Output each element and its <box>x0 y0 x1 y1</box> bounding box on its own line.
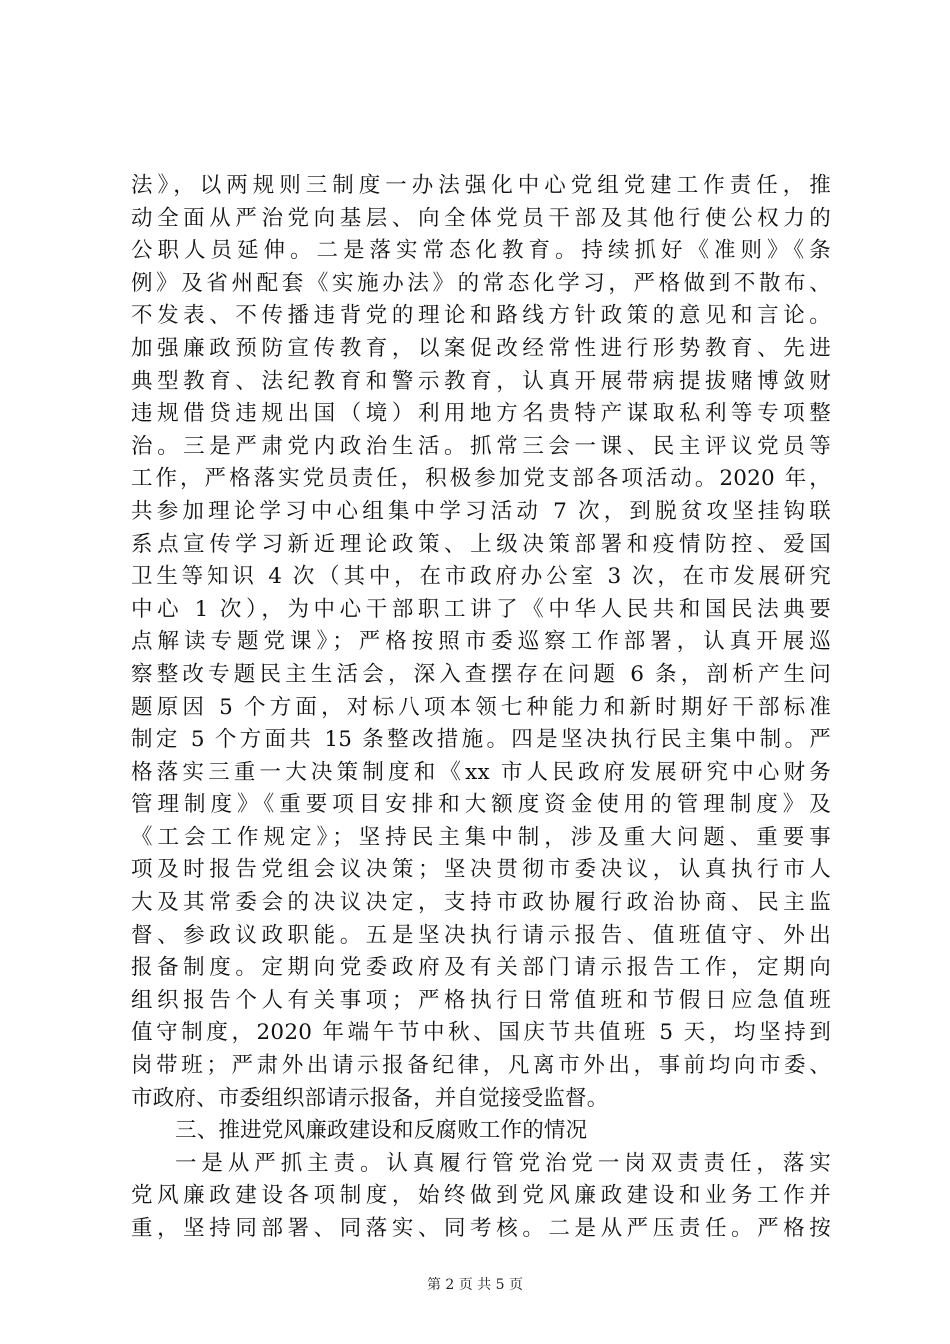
text-line: 公职人员延伸。二是落实常态化教育。持续抓好《准则》《条 <box>131 238 831 264</box>
text-line: 不发表、不传播违背党的理论和路线方针政策的意见和言论。 <box>131 303 831 329</box>
section-heading: 三、推进党风廉政建设和反腐败工作的情况 <box>175 1118 588 1144</box>
text-line: 管理制度》《重要项目安排和大额度资金使用的管理制度》及 <box>131 792 831 818</box>
text-line: 察整改专题民主生活会，深入查摆存在问题 6 条，剖析产生问 <box>131 661 831 687</box>
text-line: 重，坚持同部署、同落实、同考核。二是从严压责任。严格按 <box>131 1216 831 1241</box>
text-line: 制定 5 个方面共 15 条整改措施。四是坚决执行民主集中制。严 <box>131 727 831 753</box>
text-line: 题原因 5 个方面，对标八项本领七种能力和新时期好干部标准 <box>131 694 831 720</box>
text-line: 督、参政议政职能。五是坚决执行请示报告、值班值守、外出 <box>131 922 831 948</box>
text-line: 法》，以两规则三制度一办法强化中心党组党建工作责任，推 <box>131 173 831 198</box>
text-line: 项及时报告党组会议决策；坚决贯彻市委决议，认真执行市人 <box>131 857 831 883</box>
text-line: 典型教育、法纪教育和警示教育，认真开展带病提拔赌博敛财 <box>131 368 831 394</box>
text-line: 值守制度，2020 年端午节中秋、国庆节共值班 5 天，均坚持到 <box>131 1020 831 1046</box>
text-line: 违规借贷违规出国（境）利用地方名贵特产谋取私利等专项整 <box>131 401 831 427</box>
text-line: 一是从严抓主责。认真履行管党治党一岗双责责任，落实 <box>175 1150 831 1176</box>
text-line: 点解读专题党课》；严格按照市委巡察工作部署，认真开展巡 <box>131 629 831 655</box>
text-line: 治。三是严肃党内政治生活。抓常三会一课、民主评议党员等 <box>131 433 831 459</box>
text-line: 动全面从严治党向基层、向全体党员干部及其他行使公权力的 <box>131 205 831 231</box>
text-line: 岗带班；严肃外出请示报备纪律，凡离市外出，事前均向市委、 <box>131 1053 831 1079</box>
text-line: 系点宣传学习新近理论政策、上级决策部署和疫情防控、爱国 <box>131 531 831 557</box>
text-line: 党风廉政建设各项制度，始终做到党风廉政建设和业务工作并 <box>131 1183 831 1209</box>
text-line: 卫生等知识 4 次（其中，在市政府办公室 3 次，在市发展研究 <box>131 564 831 590</box>
text-line: 市政府、市委组织部请示报备，并自觉接受监督。 <box>131 1085 609 1111</box>
text-line: 中心 1 次），为中心干部职工讲了《中华人民共和国民法典要 <box>131 596 831 622</box>
text-line: 《工会工作规定》；坚持民主集中制，涉及重大问题、重要事 <box>131 824 831 850</box>
text-line: 工作，严格落实党员责任，积极参加党支部各项活动。2020 年， <box>131 466 831 492</box>
text-line: 大及其常委会的决议决定，支持市政协履行政治协商、民主监 <box>131 890 831 916</box>
text-line: 加强廉政预防宣传教育，以案促改经常性进行形势教育、先进 <box>131 335 831 361</box>
text-line: 组织报告个人有关事项；严格执行日常值班和节假日应急值班 <box>131 987 831 1013</box>
text-line: 报备制度。定期向党委政府及有关部门请示报告工作，定期向 <box>131 955 831 981</box>
body-text <box>131 170 831 1246</box>
text-line: 例》及省州配套《实施办法》的常态化学习，严格做到不散布、 <box>131 270 831 296</box>
text-line: 共参加理论学习中心组集中学习活动 7 次，到脱贫攻坚挂钩联 <box>131 498 831 524</box>
text-line: 格落实三重一大决策制度和《xx 市人民政府发展研究中心财务 <box>131 759 831 785</box>
page-footer: 第 2 页 共 5 页 <box>426 1277 524 1293</box>
